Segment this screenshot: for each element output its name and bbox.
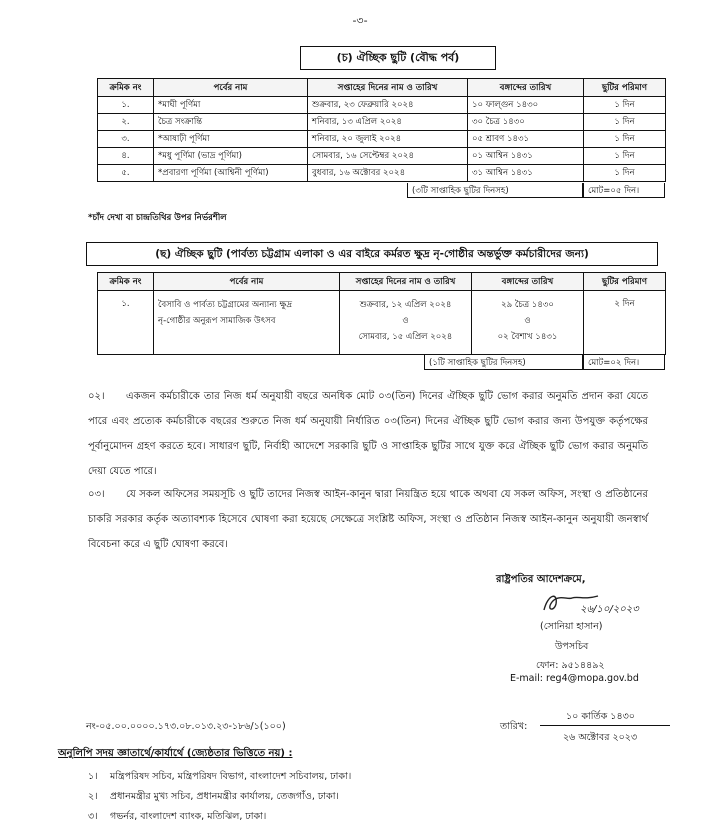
paragraph-2-number: ০২। [88, 391, 105, 402]
cc-item-number: ১। [88, 771, 98, 782]
paragraph-2 [88, 384, 648, 484]
table-c-summary-total: মোট=০৫ দিন। [583, 183, 665, 198]
col-bengali-date: বঙ্গাব্দের তারিখ [468, 79, 584, 97]
table-ch-title: (ছ) ঐচ্ছিক ছুটি (পার্বত্য চট্টগ্রাম এলাকা ও এর বাইরে কর্মরত ক্ষুদ্র নৃ-গোষ্ঠীর অন্তর্ভুক্ত কর্মচারীদের জন্য) [86, 242, 658, 266]
cc-item-number: ৩। [88, 811, 98, 822]
paragraph-3-text: যে সকল অফিসের সময়সূচি ও ছুটি তাদের নিজস্ব আইন-কানুন দ্বারা নিয়ন্ত্রিত হয়ে থাকে অথবা যে সকল অফিস, সংস্থা ও প্রতিষ্ঠানের চাকরি সরকার কর্তৃক অত্যাবশ্যক হিসেবে ঘোষণা করা হয়েছে সেক্ষেত্রে সংশ্লিষ্ট অফিস, সংস্থা ও প্রতিষ্ঠান নিজস্ব আইন-কানুন অনুযায়ী জনস্বার্থ বিবেচনা করে এ ছুটি ঘোষণা করবে। [88, 489, 648, 550]
day-and: ও [402, 316, 409, 326]
col-bengali-date: বঙ্গাব্দের তারিখ [472, 273, 584, 291]
table-c-header-row [98, 79, 666, 97]
cell-amount: ১ দিন [584, 148, 666, 165]
table-ch-summary-note: (১টি সাপ্তাহিক ছুটির দিনসহ) [424, 355, 583, 370]
cc-item [88, 810, 266, 825]
signatory-name: (সোনিয়া হাসান) [540, 621, 603, 632]
signatory-email: E-mail: reg4@mopa.gov.bd [510, 673, 639, 684]
cell-serial: ২. [98, 114, 154, 131]
day-2: সোমবার, ১৫ এপ্রিল ২০২৪ [358, 332, 453, 342]
cell-day-date: শনিবার, ২০ জুলাই ২০২৪ [308, 131, 468, 148]
table-c [97, 78, 666, 182]
table-row [98, 114, 666, 131]
date-bengali: ১০ কার্তিক ১৪৩০ [566, 711, 635, 722]
paragraph-3 [88, 482, 648, 557]
cell-name: *মাঘী পূর্ণিমা [154, 97, 308, 114]
table-ch-summary-total: মোট=০২ দিন। [583, 355, 665, 370]
cell-serial: ৫. [98, 165, 154, 182]
col-name: পর্বের নাম [154, 79, 308, 97]
cc-item-number: ২। [88, 791, 98, 802]
cell-name: *মধু পূর্ণিমা (ভাদ্র পূর্ণিমা) [154, 148, 308, 165]
col-serial: ক্রমিক নং [98, 273, 154, 291]
signatory-phone: ফোন: ৯৫১৪৪৯২ [536, 660, 605, 671]
date-divider [540, 725, 670, 726]
name-line-2: নৃ-গোষ্ঠীর অনুরূপ সামাজিক উৎসব [158, 316, 276, 326]
cell-day-date: শনিবার, ১৩ এপ্রিল ২০২৪ [308, 114, 468, 131]
page-number: -৩- [352, 14, 368, 27]
signatory-designation: উপসচিব [555, 641, 589, 652]
cell-name: *আষাঢ়ী পূর্ণিমা [154, 131, 308, 148]
cc-item-text: গভর্নর, বাংলাদেশ ব্যাংক, মতিঝিল, ঢাকা। [110, 811, 267, 822]
table-row [98, 291, 666, 355]
cell-serial: ১. [98, 97, 154, 114]
cell-amount: ১ দিন [584, 114, 666, 131]
cell-day-date [340, 291, 472, 355]
table-row [98, 97, 666, 114]
cell-bengali-date: ০১ আশ্বিন ১৪৩১ [468, 148, 584, 165]
col-amount: ছুটির পরিমাণ [584, 273, 666, 291]
cc-item [88, 790, 339, 805]
col-day-date: সপ্তাহের দিনের নাম ও তারিখ [308, 79, 468, 97]
cell-bengali-date [472, 291, 584, 355]
table-row [98, 165, 666, 182]
cell-amount: ১ দিন [584, 97, 666, 114]
cell-day-date: শুক্রবার, ২৩ ফেব্রুয়ারি ২০২৪ [308, 97, 468, 114]
cell-name: চৈত্র সংক্রান্তি [154, 114, 308, 131]
cc-item [88, 770, 351, 785]
paragraph-3-number: ০৩। [88, 489, 105, 500]
table-ch-header-row [98, 273, 666, 291]
signature-date: ২৬/১০/২০২৩ [580, 604, 639, 615]
table-c-summary-note: (৩টি সাপ্তাহিক ছুটির দিনসহ) [407, 183, 583, 198]
cell-bengali-date: ১০ ফাল্গুন ১৪৩০ [468, 97, 584, 114]
col-day-date: সপ্তাহের দিনের নাম ও তারিখ [340, 273, 472, 291]
cc-item-text: প্রধানমন্ত্রীর মুখ্য সচিব, প্রধানমন্ত্রীর কার্যালয়, তেজগাঁও, ঢাকা। [110, 791, 339, 802]
cell-bengali-date: ০৫ শ্রাবণ ১৪৩১ [468, 131, 584, 148]
col-name: পর্বের নাম [154, 273, 340, 291]
cell-day-date: সোমবার, ১৬ সেপ্টেম্বর ২০২৪ [308, 148, 468, 165]
beng-and: ও [524, 316, 531, 326]
cell-serial: ৪. [98, 148, 154, 165]
day-1: শুক্রবার, ১২ এপ্রিল ২০২৪ [359, 300, 452, 310]
table-ch [97, 272, 666, 355]
name-line-1: বৈসাবি ও পার্বত্য চট্টগ্রামের অন্যান্য ক্ষুদ্র [158, 300, 293, 310]
cc-heading: অনুলিপি সদয় জ্ঞাতার্থে/কার্যার্থে (জ্যেষ্ঠতার ভিত্তিতে নয়) : [58, 748, 293, 759]
cell-amount: ১ দিন [584, 165, 666, 182]
cell-bengali-date: ৩১ আশ্বিন ১৪৩১ [468, 165, 584, 182]
cc-item-text: মন্ত্রিপরিষদ সচিব, মন্ত্রিপরিষদ বিভাগ, বাংলাদেশ সচিবালয়, ঢাকা। [110, 771, 352, 782]
cell-amount: ১ দিন [584, 131, 666, 148]
cell-serial: ১. [98, 291, 154, 355]
cell-name: *প্রবারণা পূর্ণিমা (আশ্বিনী পূর্ণিমা) [154, 165, 308, 182]
beng-2: ০২ বৈশাখ ১৪৩১ [497, 332, 558, 342]
memo-number: নং-০৫.০০.০০০০.১৭৩.০৮.০১৩.২৩-১৮৬/১(১০০) [86, 721, 286, 732]
cell-amount: ২ দিন [584, 291, 666, 355]
beng-1: ২৯ চৈত্র ১৪৩০ [501, 300, 554, 310]
cell-day-date: বুধবার, ১৬ অক্টোবর ২০২৪ [308, 165, 468, 182]
col-serial: ক্রমিক নং [98, 79, 154, 97]
date-english: ২৬ অক্টোবর ২০২৩ [563, 732, 638, 743]
paragraph-2-text: একজন কর্মচারীকে তার নিজ ধর্ম অনুযায়ী বছরে অনধিক মোট ০৩(তিন) দিনের ঐচ্ছিক ছুটি ভোগ করার অনুমতি প্রদান করা যেতে পারে এবং প্রত্যেক কর্মচারীকে বছরের শুরুতে নিজ ধর্ম অনুযায়ী নির্ধারিত ০৩(তিন) দিনের ঐচ্ছিক ছুটি ভোগ করার জন্য উপযুক্ত কর্তৃপক্ষের পূর্বানুমোদন গ্রহণ করতে হবে। সাধারণ ছুটি, নির্বাহী আদেশে সরকারি ছুটি ও সাপ্তাহিক ছুটির সাথে যুক্ত করে ঐচ্ছিক ছুটি ভোগ করার অনুমতি দেয়া যেতে পারে। [88, 391, 648, 477]
cell-serial: ৩. [98, 131, 154, 148]
col-amount: ছুটির পরিমাণ [584, 79, 666, 97]
cell-bengali-date: ৩০ চৈত্র ১৪৩০ [468, 114, 584, 131]
moon-note: *চাঁদ দেখা বা চান্দ্রতিথির উপর নির্ভরশীল [88, 213, 227, 223]
cell-name [154, 291, 340, 355]
presidential-order: রাষ্ট্রপতির আদেশক্রমে, [496, 574, 586, 585]
date-label: তারিখ: [500, 721, 528, 732]
table-c-title: (চ) ঐচ্ছিক ছুটি (বৌদ্ধ পর্ব) [300, 46, 496, 70]
table-row [98, 131, 666, 148]
table-row [98, 148, 666, 165]
